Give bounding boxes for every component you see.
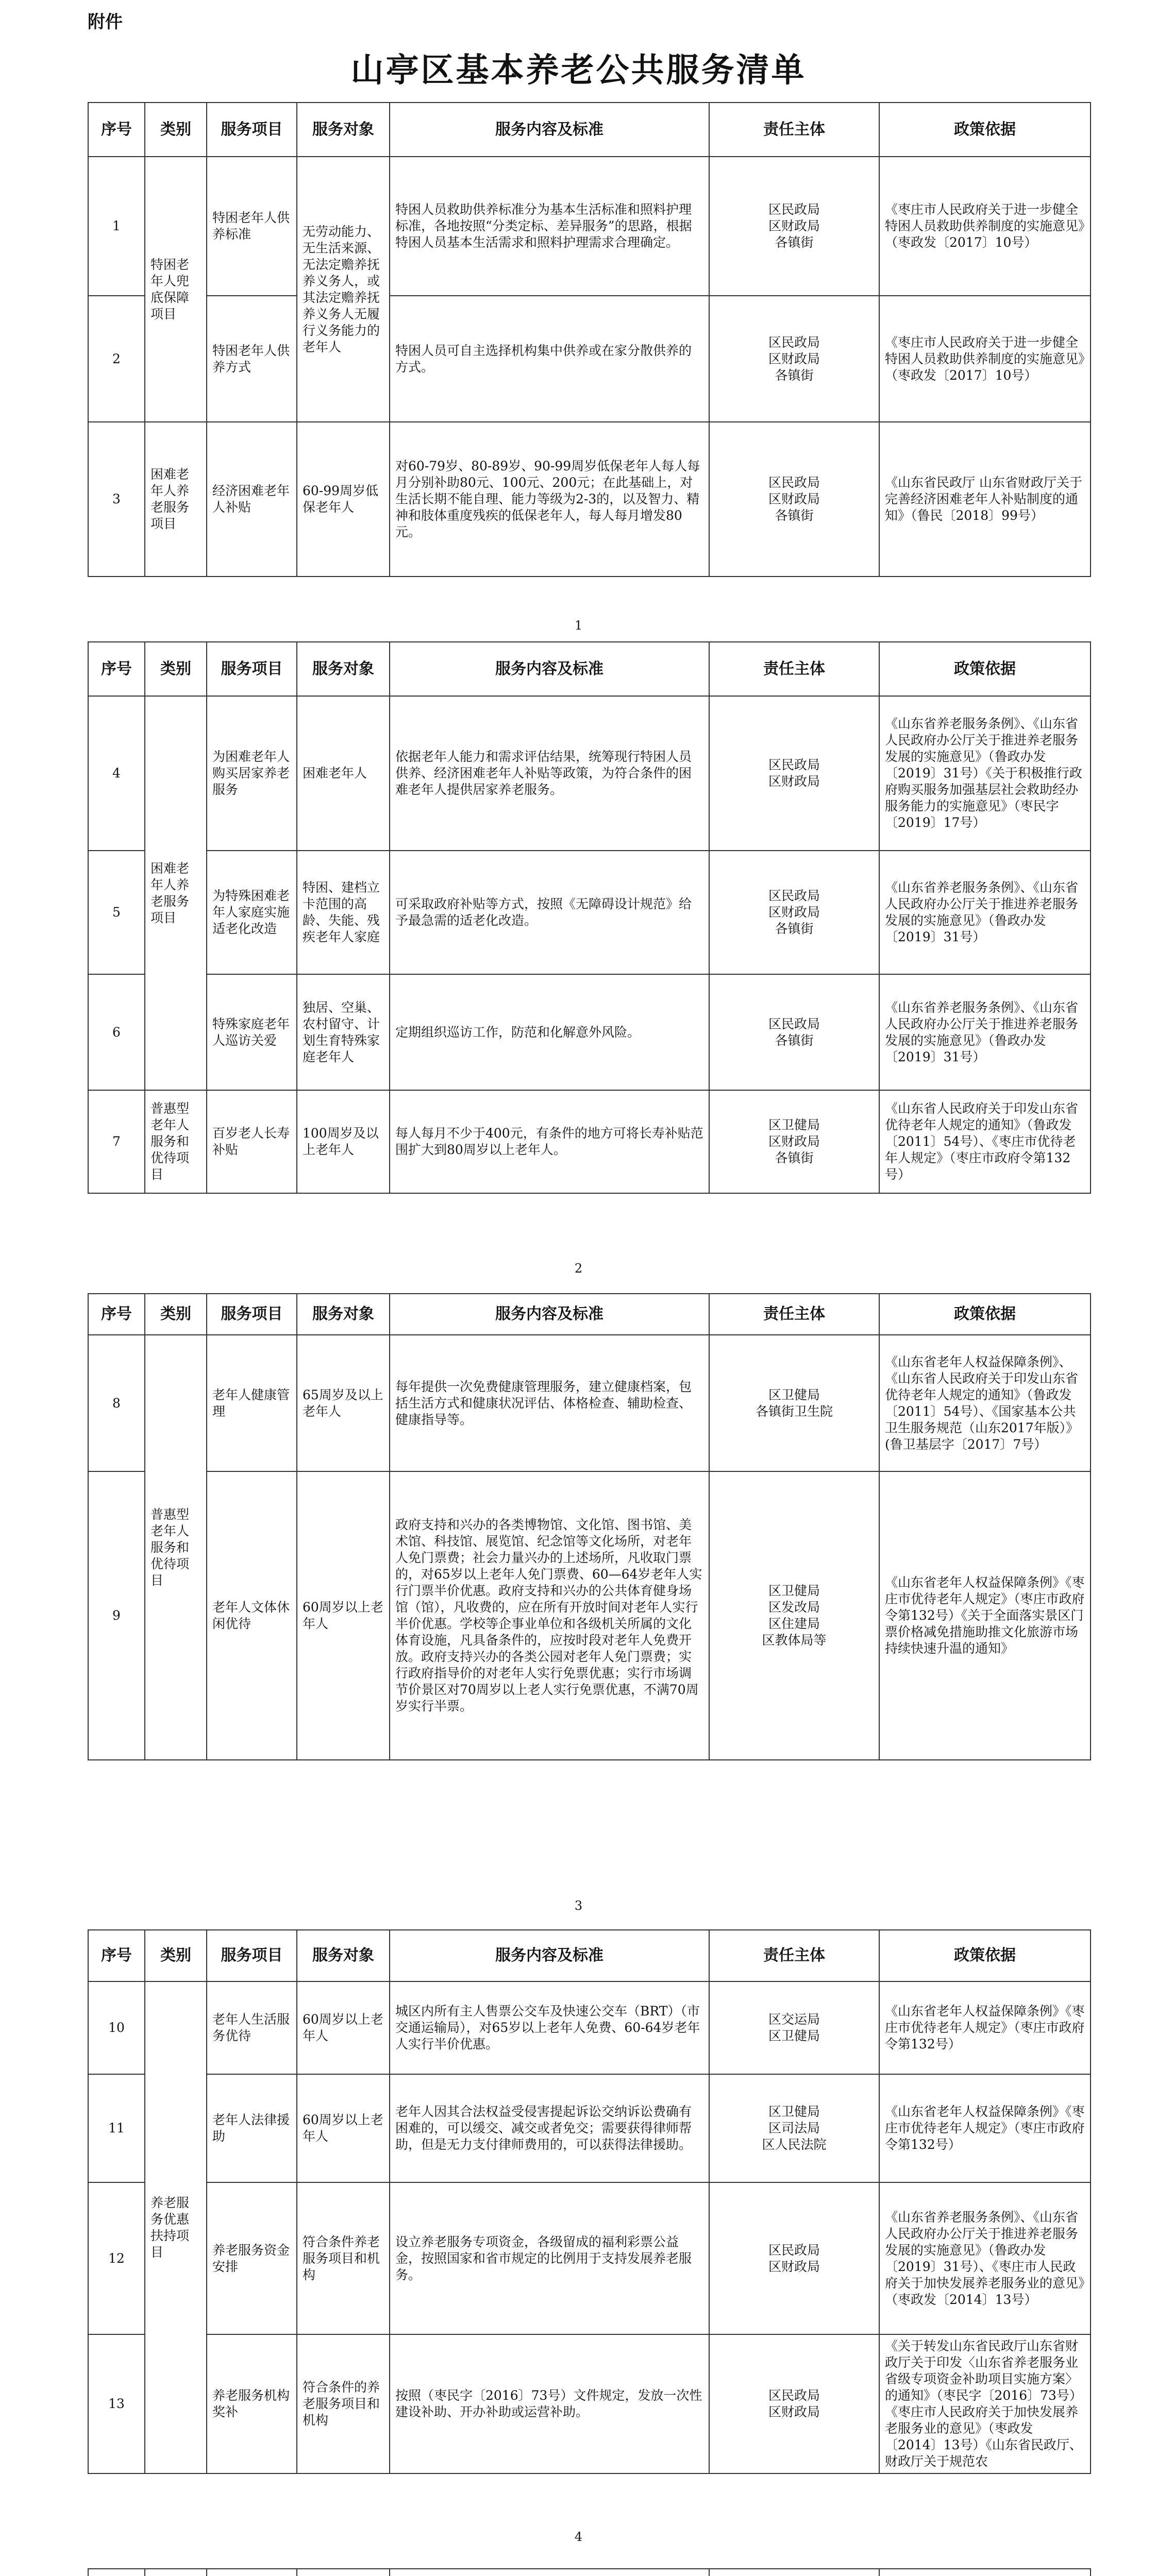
header-category: 类别 [145,1930,207,1981]
row-item: 养老服务资金安排 [207,2182,297,2334]
row-item: 特困老年人供养标准 [207,157,297,296]
attachment-label: 附件 [88,12,123,32]
row-item: 老年人生活服务优待 [207,1981,297,2074]
table-row [88,296,1091,422]
table-header-row [88,2569,1091,2576]
service-table-page-2 [88,641,1091,1194]
header-no: 序号 [88,642,145,696]
header-category: 类别 [145,1294,207,1335]
header-item: 服务项目 [207,103,297,157]
row-no: 12 [88,2182,145,2334]
row-policy: 《山东省老年人权益保障条例》《枣庄市优待老年人规定》（枣庄市政府令第132号）《关于全面落实景区门票价格减免措施助推文化旅游市场持续快速升温的通知》 [879,1471,1091,1760]
row-content: 可采取政府补贴等方式，按照《无障碍设计规范》给予最急需的适老化改造。 [390,851,709,974]
row-item: 为特殊困难老年人家庭实施适老化改造 [207,851,297,974]
row-policy: 《山东省老年人权益保障条例》、《山东省人民政府关于印发山东省优待老年人规定的通知》（鲁政发〔2011〕54号）、《国家基本公共卫生服务规范（山东2017年版）》(鲁卫基层字〔2017〕7号） [879,1335,1091,1471]
row-target: 100周岁及以上老年人 [297,1090,390,1193]
row-content: 老年人因其合法权益受侵害提起诉讼交纳诉讼费确有困难的，可以缓交、减交或者免交；需要获得律师帮助，但是无力支付律师费用的，可以获得法律援助。 [390,2074,709,2182]
row-content: 对60-79岁、80-89岁、90-99周岁低保老年人每人每月分别补助80元、100元、200元；在此基础上，对生活长期不能自理、能力等级为2-3的，以及智力、精神和肢体重度残疾的低保老年人，每人每月增发80元。 [390,422,709,577]
service-table-page-4 [88,1929,1091,2474]
row-category: 普惠型老年人服务和优待项目 [145,1090,207,1193]
row-target: 60周岁以上老年人 [297,1981,390,2074]
table-row [88,1981,1091,2074]
row-policy: 《山东省养老服务条例》、《山东省人民政府办公厅关于推进养老服务发展的实施意见》（鲁政办发〔2019〕31号） [879,974,1091,1090]
header-no: 序号 [88,1294,145,1335]
row-policy: 《枣庄市人民政府关于进一步健全特困人员救助供养制度的实施意见》（枣政发〔2017〕10号） [879,296,1091,422]
table-row [88,2334,1091,2473]
header-content: 服务内容及标准 [390,642,709,696]
table-row [88,157,1091,296]
header-target [297,2569,390,2576]
row-responsible: 区民政局 区财政局 [709,2334,879,2473]
row-no: 10 [88,1981,145,2074]
row-responsible: 区民政局 区财政局 各镇街 [709,851,879,974]
row-category: 普惠型老年人服务和优待项目 [145,1335,207,1760]
row-category: 特困老年人兜底保障项目 [145,157,207,422]
row-responsible: 区民政局 区财政局 各镇街 [709,157,879,296]
row-item: 经济困难老年人补贴 [207,422,297,577]
row-item: 特困老年人供养方式 [207,296,297,422]
header-target: 服务对象 [297,1930,390,1981]
row-no: 8 [88,1335,145,1471]
header-no: 序号 [88,103,145,157]
row-content: 特困人员救助供养标准分为基本生活标准和照料护理标准，各地按照“分类定标、差异服务”的思路，根据特困人员基本生活需求和照料护理需求合理确定。 [390,157,709,296]
row-responsible: 区卫健局 区司法局 区人民法院 [709,2074,879,2182]
header-category [145,2569,207,2576]
row-target: 符合条件的养老服务项目和机构 [297,2334,390,2473]
row-no: 4 [88,696,145,851]
row-responsible: 区民政局 区财政局 各镇街 [709,296,879,422]
row-policy: 《枣庄市人民政府关于进一步健全特困人员救助供养制度的实施意见》（枣政发〔2017〕10号） [879,157,1091,296]
row-target: 60-99周岁低保老年人 [297,422,390,577]
header-responsible: 责任主体 [709,103,879,157]
table-row [88,2182,1091,2334]
row-content: 每年提供一次免费健康管理服务，建立健康档案，包括生活方式和健康状况评估、体格检查、辅助检查、健康指导等。 [390,1335,709,1471]
row-category: 困难老年人养老服务项目 [145,422,207,577]
row-target: 60周岁以上老年人 [297,1471,390,1760]
row-responsible: 区民政局 区财政局 [709,2182,879,2334]
header-responsible: 责任主体 [709,1930,879,1981]
row-responsible: 区民政局 区财政局 [709,696,879,851]
header-content: 服务内容及标准 [390,1930,709,1981]
page-number: 2 [574,1261,583,1276]
row-target: 特困、建档立卡范围的高龄、失能、残疾老年人家庭 [297,851,390,974]
header-responsible: 责任主体 [709,642,879,696]
row-policy: 《山东省养老服务条例》、《山东省人民政府办公厅关于推进养老服务发展的实施意见》（鲁政办发〔2019〕31号）《关于积极推行政府购买服务加强基层社会救助经办服务能力的实施意见》（枣民字〔2019〕17号） [879,696,1091,851]
row-responsible: 区民政局 区财政局 各镇街 [709,422,879,577]
header-no [88,2569,145,2576]
row-item: 老年人法律援助 [207,2074,297,2182]
row-item: 养老服务机构奖补 [207,2334,297,2473]
row-target: 符合条件养老服务项目和机构 [297,2182,390,2334]
row-target: 65周岁及以上老年人 [297,1335,390,1471]
table-row [88,696,1091,851]
row-target: 60周岁以上老年人 [297,2074,390,2182]
service-table-page-1 [88,102,1091,577]
header-policy: 政策依据 [879,642,1091,696]
row-target: 困难老年人 [297,696,390,851]
table-row [88,422,1091,577]
table-header-row [88,1294,1091,1335]
header-category: 类别 [145,642,207,696]
row-target: 独居、空巢、农村留守、计划生育特殊家庭老年人 [297,974,390,1090]
row-responsible: 区卫健局 区财政局 各镇街 [709,1090,879,1193]
row-policy: 《山东省养老服务条例》、《山东省人民政府办公厅关于推进养老服务发展的实施意见》（鲁政办发〔2019〕31号）、《枣庄市人民政府关于加快发展养老服务业的意见》（枣政发〔2014〕13号） [879,2182,1091,2334]
header-item: 服务项目 [207,642,297,696]
page-number: 3 [574,1899,583,1913]
table-row [88,851,1091,974]
table-row [88,1335,1091,1471]
row-target: 无劳动能力、无生活来源、无法定赡养抚养义务人，或其法定赡养抚养义务人无履行义务能力的老年人 [297,157,390,422]
row-policy: 《关于转发山东省民政厅山东省财政厅关于印发〈山东省养老服务业省级专项资金补助项目实施方案〉的通知》（枣民字〔2016〕73号）《枣庄市人民政府关于加快发展养老服务业的意见》（枣政发〔2014〕13号）《山东省民政厅、财政厅关于规范农 [879,2334,1091,2473]
header-category: 类别 [145,103,207,157]
document-title: 山亭区基本养老公共服务清单 [350,51,807,90]
row-content: 按照（枣民字〔2016〕73号）文件规定，发放一次性建设补助、开办补助或运营补助。 [390,2334,709,2473]
row-no: 9 [88,1471,145,1760]
row-item: 老年人健康管理 [207,1335,297,1471]
service-table-page-5 [88,2568,1091,2576]
header-content [390,2569,709,2576]
row-content: 设立养老服务专项资金，各级留成的福利彩票公益金，按照国家和省市规定的比例用于支持发展养老服务。 [390,2182,709,2334]
header-responsible: 责任主体 [709,1294,879,1335]
row-no: 5 [88,851,145,974]
header-policy: 政策依据 [879,1930,1091,1981]
header-item [207,2569,297,2576]
header-policy [879,2569,1091,2576]
header-item: 服务项目 [207,1294,297,1335]
page-number: 1 [574,618,583,633]
header-target: 服务对象 [297,1294,390,1335]
row-no: 3 [88,422,145,577]
table-row [88,974,1091,1090]
header-content: 服务内容及标准 [390,103,709,157]
row-responsible: 区卫健局 各镇街卫生院 [709,1335,879,1471]
row-policy: 《山东省老年人权益保障条例》《枣庄市优待老年人规定》（枣庄市政府令第132号） [879,1981,1091,2074]
row-content: 特困人员可自主选择机构集中供养或在家分散供养的方式。 [390,296,709,422]
page-number: 4 [574,2530,583,2544]
row-no: 2 [88,296,145,422]
row-content: 依据老年人能力和需求评估结果，统筹现行特困人员供养、经济困难老年人补贴等政策，为符合条件的困难老年人提供居家养老服务。 [390,696,709,851]
header-content: 服务内容及标准 [390,1294,709,1335]
table-row [88,2074,1091,2182]
table-header-row [88,103,1091,157]
row-no: 13 [88,2334,145,2473]
row-policy: 《山东省民政厅 山东省财政厅关于完善经济困难老年人补贴制度的通知》（鲁民〔2018〕99号） [879,422,1091,577]
header-item: 服务项目 [207,1930,297,1981]
row-content: 定期组织巡访工作，防范和化解意外风险。 [390,974,709,1090]
table-row [88,1090,1091,1193]
header-target: 服务对象 [297,103,390,157]
header-no: 序号 [88,1930,145,1981]
table-header-row [88,1930,1091,1981]
row-category: 困难老年人养老服务项目 [145,696,207,1090]
row-item: 百岁老人长寿补贴 [207,1090,297,1193]
row-item: 特殊家庭老年人巡访关爱 [207,974,297,1090]
row-policy: 《山东省老年人权益保障条例》《枣庄市优待老年人规定》（枣庄市政府令第132号） [879,2074,1091,2182]
row-item: 老年人文体休闲优待 [207,1471,297,1760]
row-no: 6 [88,974,145,1090]
header-policy: 政策依据 [879,103,1091,157]
row-responsible: 区交运局 区卫健局 [709,1981,879,2074]
service-table-page-3 [88,1293,1091,1760]
row-item: 为困难老年人购买居家养老服务 [207,696,297,851]
header-policy: 政策依据 [879,1294,1091,1335]
table-row [88,1471,1091,1760]
row-no: 1 [88,157,145,296]
row-policy: 《山东省养老服务条例》、《山东省人民政府办公厅关于推进养老服务发展的实施意见》（鲁政办发〔2019〕31号） [879,851,1091,974]
row-policy: 《山东省人民政府关于印发山东省优待老年人规定的通知》（鲁政发〔2011〕54号）、《枣庄市优待老年人规定》（枣庄市政府令第132号） [879,1090,1091,1193]
header-target: 服务对象 [297,642,390,696]
row-content: 每人每月不少于400元，有条件的地方可将长寿补贴范围扩大到80周岁以上老年人。 [390,1090,709,1193]
row-content: 政府支持和兴办的各类博物馆、文化馆、图书馆、美术馆、科技馆、展览馆、纪念馆等文化场所，对老年人免门票费；社会力量兴办的上述场所，凡收取门票的，对65岁以上老年人免门票费、60—64岁老年人实行门票半价优惠。政府支持和兴办的公共体育健身场馆（馆），凡收费的，应在所有开放时间对老年人实行半价优惠。学校等企事业单位和各级机关所属的文化体育设施，凡具备条件的，应按时段对老年人免费开放。政府支持兴办的各类公园对老年人免门票费；实行政府指导价的对老年人实行免票优惠；实行市场调节价景区对70周岁以上老人实行免票优惠，不满70周岁实行半票。 [390,1471,709,1760]
row-content: 城区内所有主人售票公交车及快速公交车（BRT）（市交通运输局），对65岁以上老年人免费、60-64岁老年人实行半价优惠。 [390,1981,709,2074]
row-no: 11 [88,2074,145,2182]
row-responsible: 区卫健局 区发改局 区住建局 区教体局等 [709,1471,879,1760]
table-header-row [88,642,1091,696]
row-no: 7 [88,1090,145,1193]
row-category: 养老服务优惠扶持项目 [145,1981,207,2473]
row-responsible: 区民政局 各镇街 [709,974,879,1090]
header-responsible [709,2569,879,2576]
